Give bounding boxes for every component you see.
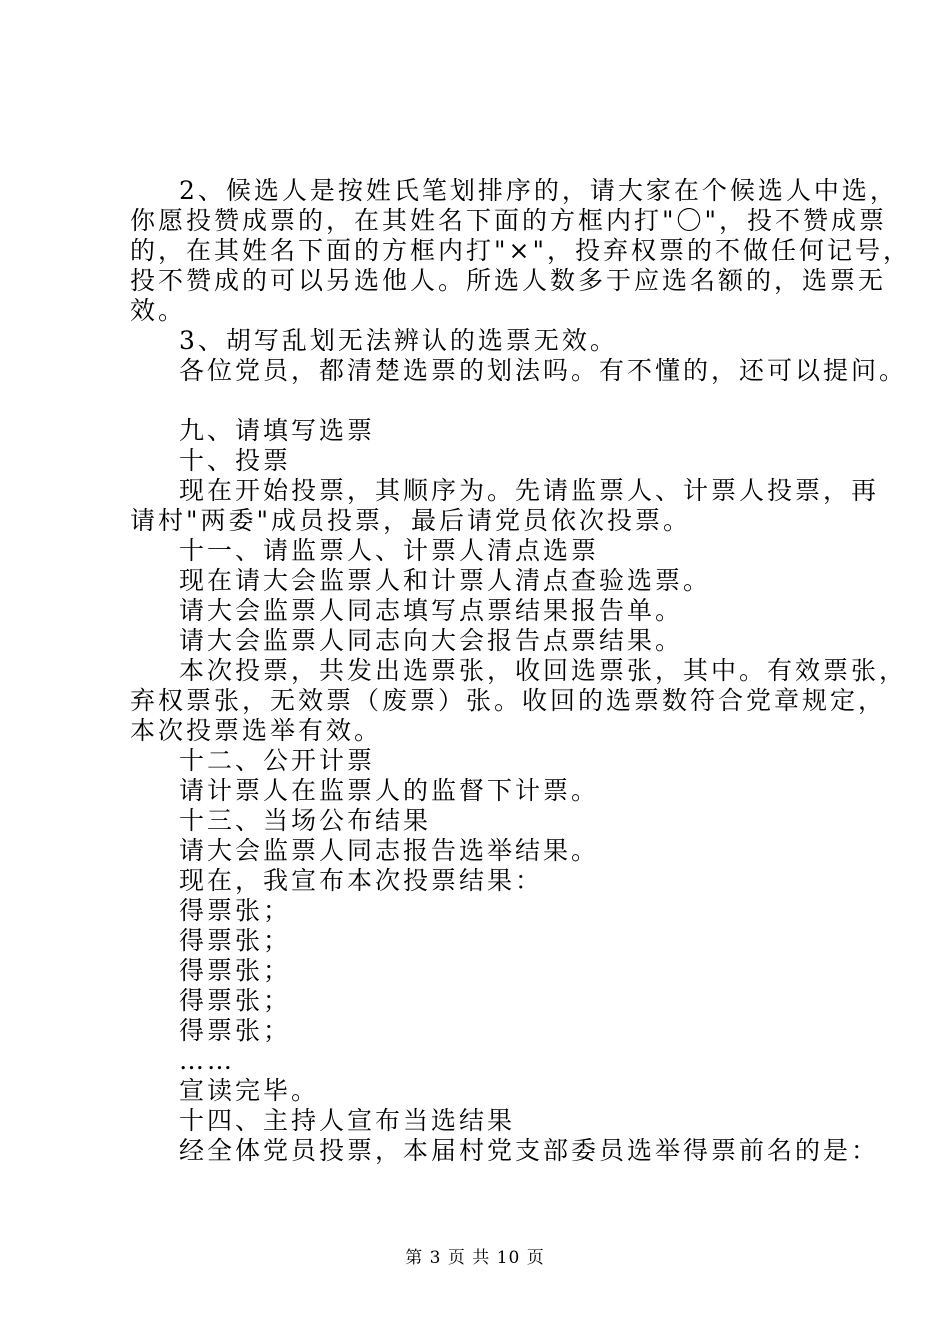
- text-line: 得票张；: [179, 956, 292, 985]
- text-line: 十二、公开计票: [179, 746, 376, 775]
- text-line: 3、胡写乱划无法辨认的选票无效。: [179, 326, 618, 355]
- document-body: [130, 176, 911, 1166]
- text-line: 十、投票: [179, 446, 292, 475]
- text-line: 九、请填写选票: [179, 416, 376, 445]
- text-line: 现在开始投票，其顺序为。先请监票人、计票人投票，再: [179, 476, 880, 505]
- text-line: ……: [179, 1046, 235, 1075]
- text-line: 效。: [130, 296, 187, 325]
- text-line: 请大会监票人同志报告选举结果。: [179, 836, 600, 865]
- text-line: 现在，我宣布本次投票结果：: [179, 866, 544, 895]
- text-line: 十三、当场公布结果: [179, 806, 432, 835]
- paragraph-gap: [130, 386, 840, 416]
- text-line: 请计票人在监票人的监督下计票。: [179, 776, 600, 805]
- text-line: 投不赞成的可以另选他人。所选人数多于应选名额的，选票无: [130, 266, 887, 295]
- text-line: 2、候选人是按姓氏笔划排序的，请大家在个候选人中选，: [179, 176, 898, 205]
- text-line: 的，在其姓名下面的方框内打"×"，投弃权票的不做任何记号，: [130, 236, 911, 265]
- text-line: 你愿投赞成票的，在其姓名下面的方框内打"〇"，投不赞成票: [130, 206, 888, 235]
- text-line: 得票张；: [179, 1016, 292, 1045]
- text-line: 经全体党员投票，本届村党支部委员选举得票前名的是：: [179, 1136, 880, 1165]
- text-line: 本次投票，共发出选票张，收回选票张，其中。有效票张，: [179, 656, 908, 685]
- text-line: 弃权票张，无效票（废票）张。收回的选票数符合党章规定，: [130, 686, 887, 715]
- text-line: 得票张；: [179, 896, 292, 925]
- page-footer: 第 3 页 共 10 页: [405, 1248, 545, 1268]
- text-line: 本次投票选举有效。: [130, 716, 383, 745]
- text-line: 请大会监票人同志向大会报告点票结果。: [179, 626, 684, 655]
- text-line: 现在请大会监票人和计票人清点查验选票。: [179, 566, 712, 595]
- text-line: 得票张；: [179, 926, 292, 955]
- text-line: 十四、主持人宣布当选结果: [179, 1106, 516, 1135]
- text-line: 十一、请监票人、计票人清点选票: [179, 536, 600, 565]
- text-line: 各位党员，都清楚选票的划法吗。有不懂的，还可以提问。: [179, 356, 908, 385]
- text-line: 请大会监票人同志填写点票结果报告单。: [179, 596, 684, 625]
- text-line: 得票张；: [179, 986, 292, 1015]
- text-line: 请村"两委"成员投票，最后请党员依次投票。: [130, 506, 691, 535]
- text-line: 宣读完毕。: [179, 1076, 320, 1105]
